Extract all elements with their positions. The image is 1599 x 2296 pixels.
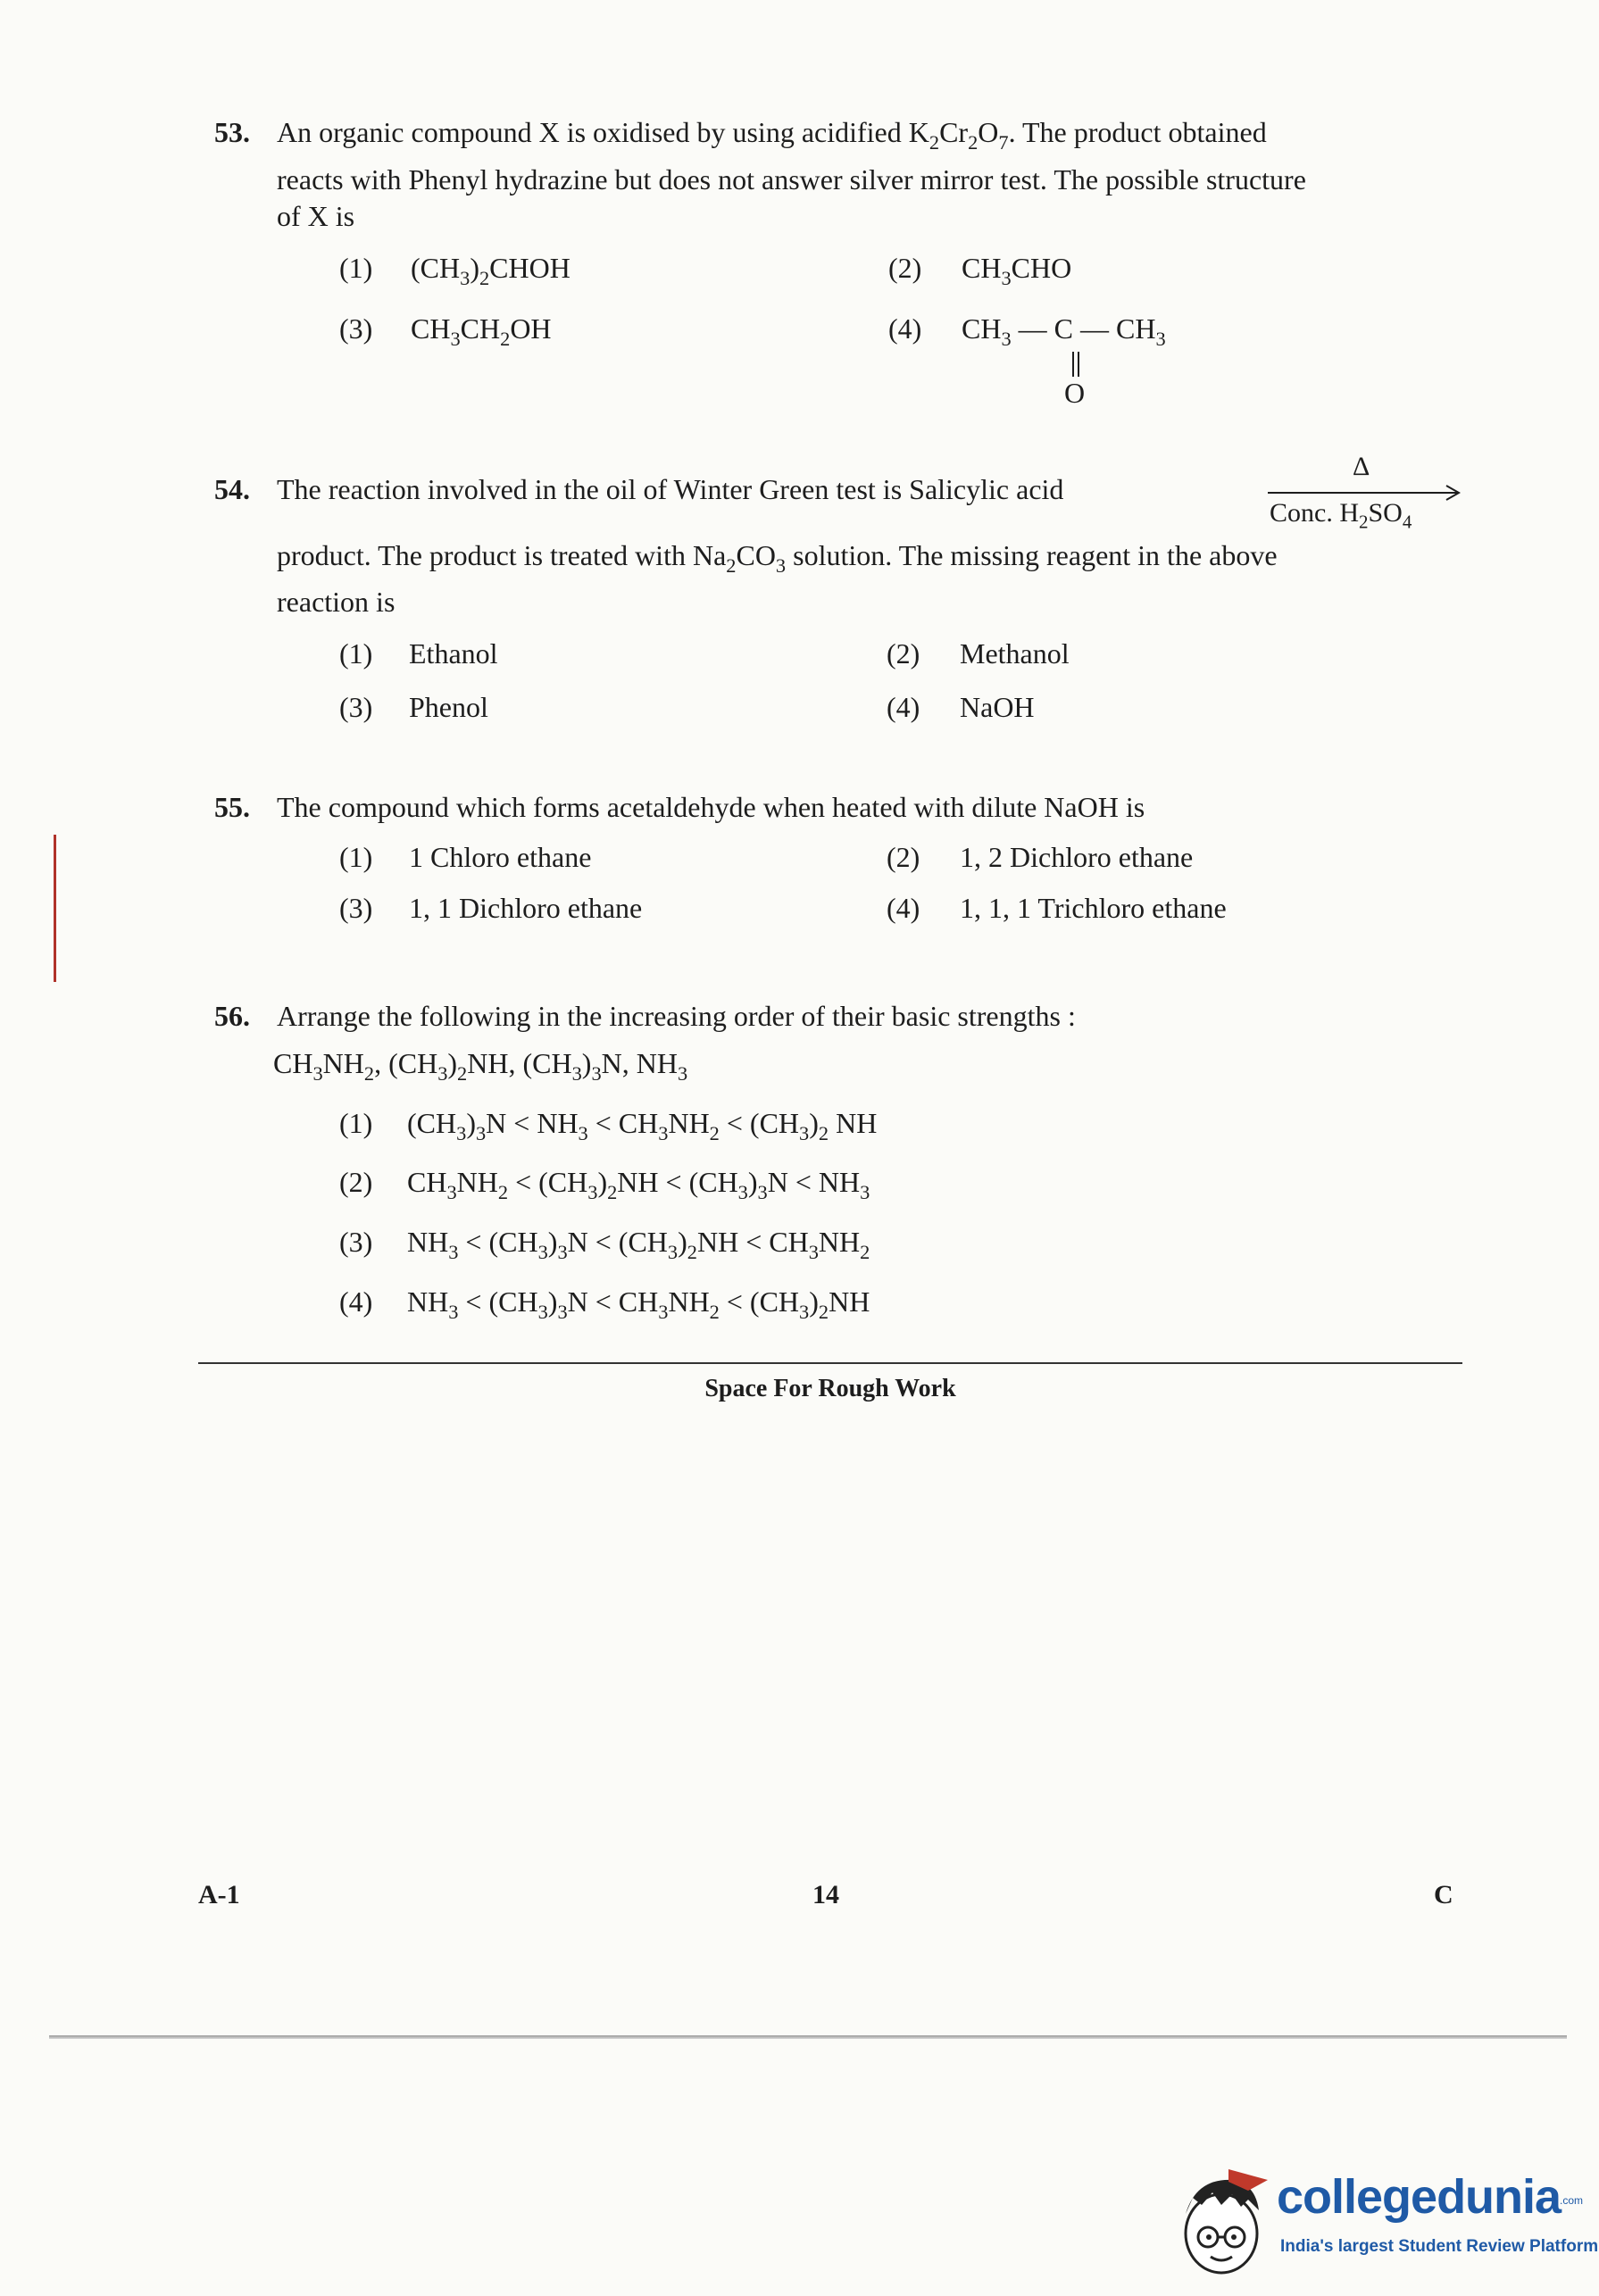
ketone-double-bond <box>1067 350 1085 379</box>
q55-option-4-number[interactable]: (4) <box>887 892 920 924</box>
brand-name: collegedunia <box>1277 2170 1562 2224</box>
margin-mark <box>54 835 56 982</box>
q56-option-1-number[interactable]: (1) <box>339 1107 373 1139</box>
q53-option-1-number[interactable]: (1) <box>339 252 373 284</box>
q56-option-3-number[interactable]: (3) <box>339 1226 373 1258</box>
footer-left-code: A-1 <box>198 1880 240 1909</box>
brand-domain: .com <box>1560 2194 1584 2207</box>
q54-option-3-text[interactable]: Phenol <box>409 691 488 723</box>
q54-line-2: product. The product is treated with $Na_2CO_3$ solution. The missing reagent in the above <box>277 539 1278 577</box>
q53-option-3-text[interactable]: $CH_3CH_2OH$ <box>411 312 552 350</box>
q53-line-2: reacts with Phenyl hydrazine but does not answer silver mirror test. The possible structure <box>277 163 1306 195</box>
page-bottom-edge <box>49 2035 1567 2039</box>
arrow-condition-bottom: Conc. $H_2SO_4$ <box>1270 498 1412 533</box>
q55-option-1-number[interactable]: (1) <box>339 841 373 873</box>
q54-option-4-text[interactable]: NaOH <box>960 691 1035 723</box>
reaction-arrow <box>1268 452 1464 537</box>
rough-work-label: Space For Rough Work <box>704 1375 956 1402</box>
q54-option-2-text[interactable]: Methanol <box>960 637 1070 670</box>
page-number: 14 <box>812 1880 839 1909</box>
q53-option-4-text[interactable]: $CH_3$ — C — $CH_3$ <box>962 312 1166 350</box>
question-number-55: 55. <box>214 791 250 823</box>
brand-tagline: India's largest Student Review Platform <box>1280 2237 1599 2256</box>
q53-option-3-number[interactable]: (3) <box>339 312 373 345</box>
q53-option-2-number[interactable]: (2) <box>888 252 922 284</box>
rough-work-divider <box>198 1362 1462 1364</box>
q54-option-4-number[interactable]: (4) <box>887 691 920 723</box>
question-number-56: 56. <box>214 1000 250 1032</box>
q55-option-3-number[interactable]: (3) <box>339 892 373 924</box>
q56-line-1: Arrange the following in the increasing order of their basic strengths : <box>277 1000 1076 1032</box>
q55-option-4-text[interactable]: 1, 1, 1 Trichloro ethane <box>960 892 1227 924</box>
q53-option-2-text[interactable]: $CH_3CHO$ <box>962 252 1072 289</box>
question-number-54: 54. <box>214 473 250 505</box>
q56-line-2: $CH_3NH_2$, $(CH_3)_2NH$, $(CH_3)_3N$, $NH_3$ <box>273 1047 688 1085</box>
mascot-icon <box>1170 2160 1272 2285</box>
q53-option-1-text[interactable]: $(CH_3)_2CHOH$ <box>411 252 570 289</box>
q54-option-3-number[interactable]: (3) <box>339 691 373 723</box>
ketone-oxygen: O <box>1064 377 1086 409</box>
question-number-53: 53. <box>214 116 250 148</box>
arrow-condition-top: Δ <box>1353 452 1370 481</box>
q55-option-1-text[interactable]: 1 Chloro ethane <box>409 841 592 873</box>
q54-option-2-number[interactable]: (2) <box>887 637 920 670</box>
q55-option-2-number[interactable]: (2) <box>887 841 920 873</box>
q56-option-3-text[interactable]: $NH_3 < (CH_3)_3N < (CH_3)_2NH < CH_3NH_2$ <box>407 1226 870 1263</box>
q54-line-3: reaction is <box>277 586 396 618</box>
q53-line-3: of X is <box>277 200 355 232</box>
q54-line-1: The reaction involved in the oil of Winter Green test is Salicylic acid <box>277 473 1064 505</box>
q53-option-4-number[interactable]: (4) <box>888 312 922 345</box>
collegedunia-watermark <box>1170 2160 1599 2285</box>
q55-line-1: The compound which forms acetaldehyde when heated with dilute NaOH is <box>277 791 1145 823</box>
q56-option-1-text[interactable]: $(CH_3)_3N < NH_3 < CH_3NH_2 < (CH_3)_2$ NH <box>407 1107 878 1144</box>
q56-option-2-number[interactable]: (2) <box>339 1166 373 1198</box>
q56-option-2-text[interactable]: $CH_3NH_2 < (CH_3)_2NH < (CH_3)_3N < NH_3$ <box>407 1166 870 1203</box>
q56-option-4-number[interactable]: (4) <box>339 1285 373 1318</box>
q55-option-2-text[interactable]: 1, 2 Dichloro ethane <box>960 841 1194 873</box>
q54-option-1-text[interactable]: Ethanol <box>409 637 498 670</box>
q56-option-4-text[interactable]: $NH_3 < (CH_3)_3N < CH_3NH_2 < (CH_3)_2NH$ <box>407 1285 870 1323</box>
q54-option-1-number[interactable]: (1) <box>339 637 373 670</box>
footer-right-code: C <box>1434 1880 1453 1909</box>
q53-line-1: An organic compound X is oxidised by using acidified $K_2Cr_2O_7$. The product obtained <box>277 116 1267 154</box>
q55-option-3-text[interactable]: 1, 1 Dichloro ethane <box>409 892 643 924</box>
